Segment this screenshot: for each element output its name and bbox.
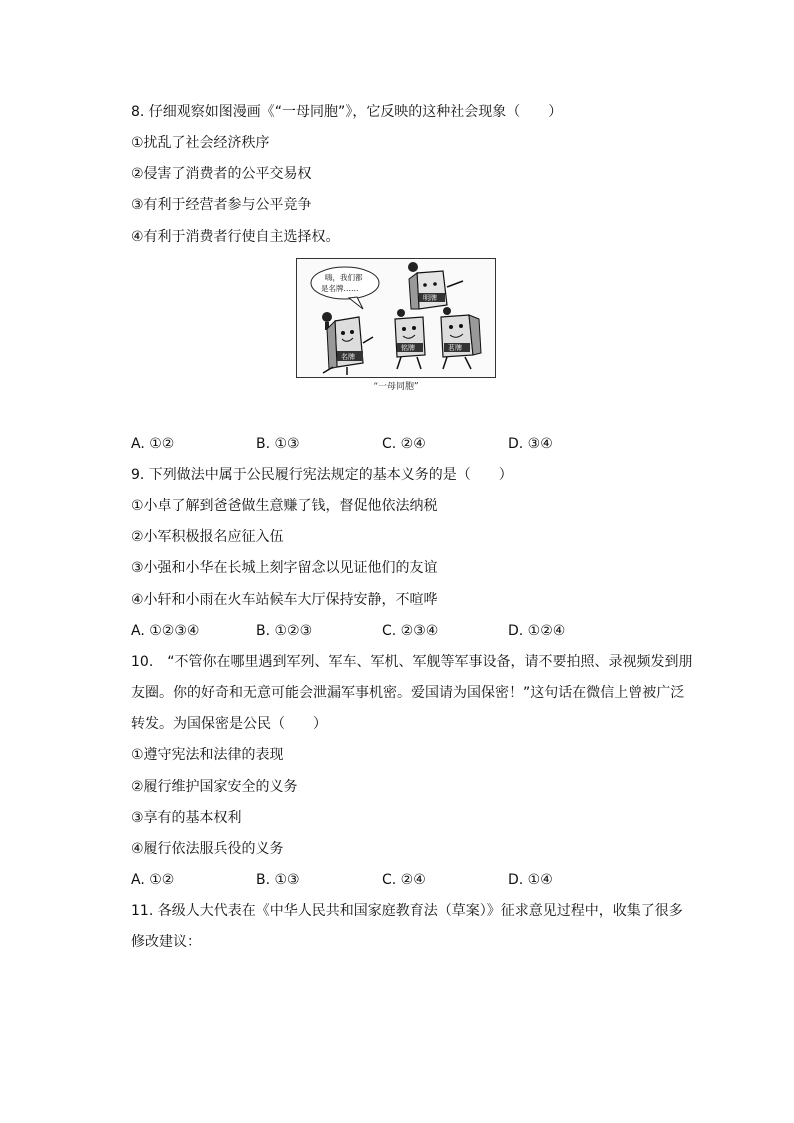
q8-option-c[interactable]: C. ②④ bbox=[382, 436, 426, 452]
q10-option-b[interactable]: B. ①③ bbox=[256, 872, 300, 888]
q10-item-2: ②履行维护国家安全的义务 bbox=[131, 779, 298, 795]
comic-character-middle bbox=[395, 309, 425, 369]
q8-item-2: ②侵害了消费者的公平交易权 bbox=[131, 166, 312, 182]
q9-stem: 9. 下列做法中属于公民履行宪法规定的基本义务的是（ ） bbox=[131, 467, 513, 483]
comic-label-1: 名牌 bbox=[341, 353, 355, 361]
q11-stem-line-2: 修改建议： bbox=[131, 934, 201, 950]
q10-option-a[interactable]: A. ①② bbox=[131, 872, 175, 888]
q9-item-4: ④小轩和小雨在火车站候车大厅保持安静，不喧哗 bbox=[131, 592, 438, 608]
q9-option-c[interactable]: C. ②③④ bbox=[382, 623, 439, 639]
q9-options bbox=[131, 621, 651, 641]
q9-item-3: ③小强和小华在长城上刻字留念以见证他们的友谊 bbox=[131, 560, 438, 576]
q8-options bbox=[131, 434, 651, 454]
q8-option-b[interactable]: B. ①③ bbox=[256, 436, 300, 452]
q10-item-1: ①遵守宪法和法律的表现 bbox=[131, 747, 284, 763]
q9-item-2: ②小军积极报名应征入伍 bbox=[131, 529, 284, 545]
comic-character-top bbox=[408, 262, 463, 309]
q10-option-c[interactable]: C. ②④ bbox=[382, 872, 426, 888]
q11-stem-line-1: 11. 各级人大代表在《中华人民共和国家庭教育法（草案）》征求意见过程中，收集了很多 bbox=[131, 903, 683, 919]
q10-stem-line-1: 10. “不管你在哪里遇到军列、军车、军机、军舰等军事设备，请不要拍照、录视频发到朋 bbox=[131, 654, 693, 670]
q8-option-d[interactable]: D. ③④ bbox=[508, 436, 553, 452]
q10-item-4: ④履行依法服兵役的义务 bbox=[131, 841, 284, 857]
q10-options bbox=[131, 870, 651, 890]
comic-drawing bbox=[297, 259, 495, 377]
q8-item-3: ③有利于经营者参与公平竞争 bbox=[131, 197, 312, 213]
q8-option-a[interactable]: A. ①② bbox=[131, 436, 175, 452]
q9-option-d[interactable]: D. ①②④ bbox=[508, 623, 566, 639]
q10-item-3: ③享有的基本权利 bbox=[131, 810, 242, 826]
q9-option-a[interactable]: A. ①②③④ bbox=[131, 623, 200, 639]
comic-label-2: 明牌 bbox=[423, 294, 437, 302]
q10-stem-line-3: 转发。为国保密是公民（ ） bbox=[131, 716, 327, 732]
comic-label-4: 茗牌 bbox=[448, 344, 462, 352]
comic-frame bbox=[296, 258, 496, 378]
comic-caption: “一母同胞” bbox=[373, 382, 419, 392]
q8-stem: 8. 仔细观察如图漫画《“一母同胞”》，它反映的这种社会现象（ ） bbox=[131, 104, 563, 120]
q9-item-1: ①小卓了解到爸爸做生意赚了钱，督促他依法纳税 bbox=[131, 498, 438, 514]
q10-option-d[interactable]: D. ①④ bbox=[508, 872, 553, 888]
q10-stem-line-2: 友圈。你的好奇和无意可能会泄漏军事机密。爱国请为国保密！”这句话在微信上曾被广泛 bbox=[131, 685, 685, 701]
comic-character-right bbox=[441, 307, 481, 369]
q8-item-1: ①扰乱了社会经济秩序 bbox=[131, 135, 270, 151]
q9-option-b[interactable]: B. ①②③ bbox=[256, 623, 313, 639]
comic-character-left bbox=[322, 312, 373, 375]
comic-illustration bbox=[296, 258, 496, 394]
comic-speech-line-2: 是名牌…… bbox=[321, 284, 359, 293]
comic-speech-line-1: 嗨，我们都 bbox=[325, 273, 363, 282]
q8-item-4: ④有利于消费者行使自主选择权。 bbox=[131, 229, 340, 245]
comic-label-3: 铭牌 bbox=[401, 344, 415, 352]
